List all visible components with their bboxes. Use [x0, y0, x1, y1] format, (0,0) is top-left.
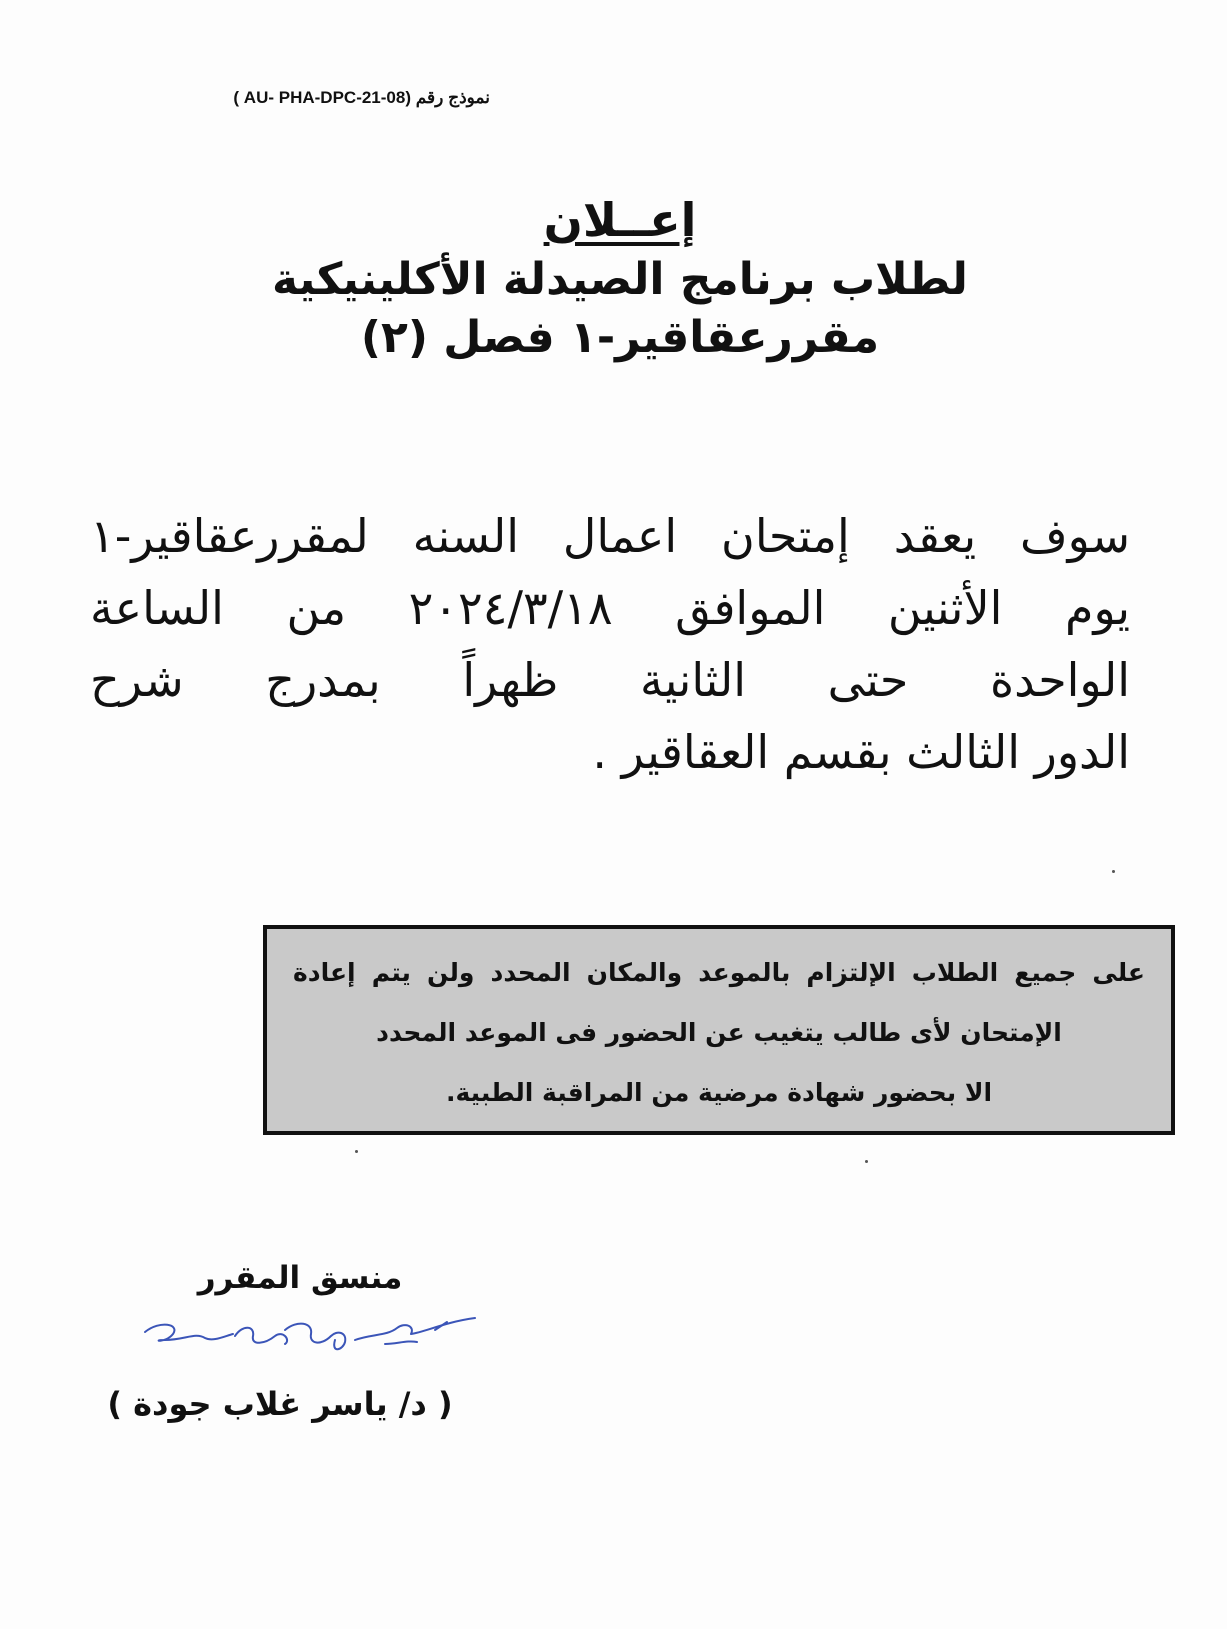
- form-number: [90, 88, 490, 108]
- form-number-label: نموذج رقم: [415, 88, 490, 107]
- body-line: يوم الأثنين الموافق ٢٠٢٤/٣/١٨ من الساعة: [90, 581, 1131, 635]
- scan-speck: [1112, 870, 1115, 873]
- notice-line: على جميع الطلاب الإلتزام بالموعد والمكان المحدد ولن يتم إعادة: [293, 958, 1145, 987]
- form-number-code: ( AU- PHA-DPC-21-08): [233, 88, 411, 107]
- coordinator-name: ( د/ ياسر غلاب جودة ): [107, 1385, 453, 1423]
- body-line: الواحدة حتى الثانية ظهراً بمدرج شرح: [90, 653, 1130, 707]
- scan-speck: [355, 1150, 358, 1153]
- body-line: سوف يعقد إمتحان اعمال السنه لمقررعقاقير-١: [90, 509, 1130, 563]
- announcement-audience: لطلاب برنامج الصيدلة الأكلينيكية: [272, 253, 968, 305]
- body-line: الدور الثالث بقسم العقاقير .: [592, 725, 1130, 779]
- notice-line: الا بحضور شهادة مرضية من المراقبة الطبية.: [445, 1078, 993, 1107]
- notice-line: الإمتحان لأى طالب يتغيب عن الحضور فى الموعد المحدد: [376, 1018, 1062, 1047]
- announcement-title: إعــلان: [543, 193, 697, 247]
- announcement-heading: [200, 190, 1040, 367]
- handwritten-signature: [135, 1310, 485, 1370]
- announcement-course: مقررعقاقير-١ فصل (٢): [360, 311, 880, 363]
- announcement-body: [90, 500, 1130, 788]
- notice-box: [263, 925, 1175, 1135]
- scan-speck: [865, 1160, 868, 1163]
- coordinator-title: منسق المقرر: [197, 1260, 403, 1296]
